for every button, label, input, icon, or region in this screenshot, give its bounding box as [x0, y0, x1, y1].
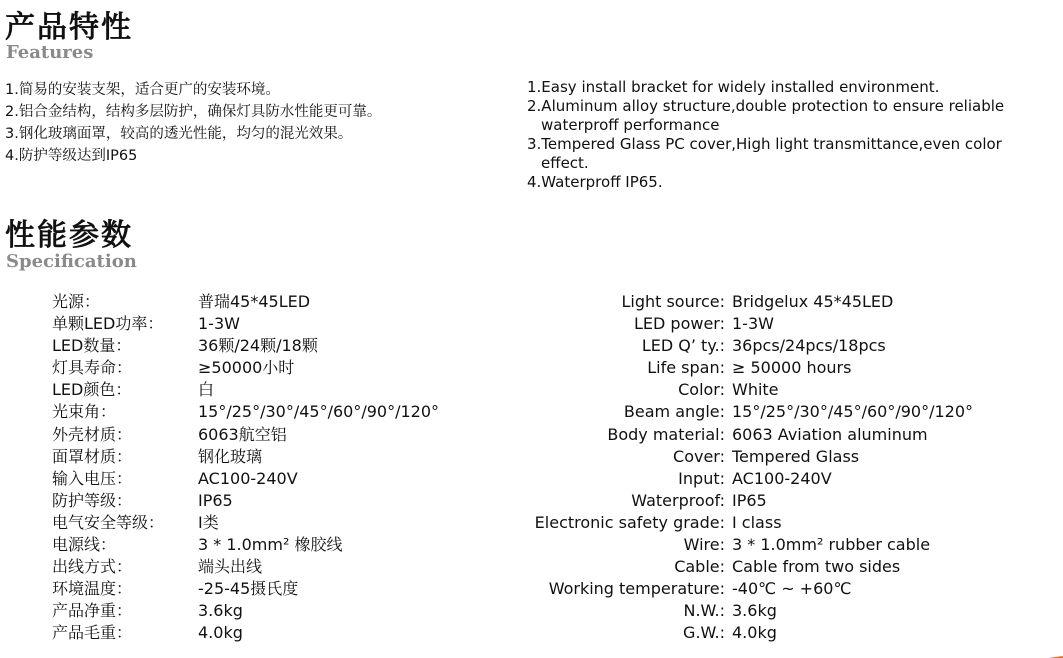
spec-row-cn: [52, 468, 439, 490]
spec-row-cn: [52, 357, 439, 379]
spec-label-en: Wire:: [683, 535, 725, 555]
spec-row-en: [509, 446, 973, 468]
spec-value-cn: AC100-240V: [198, 468, 298, 488]
features-list-cn: [5, 79, 381, 167]
spec-row-en: [509, 313, 973, 335]
spec-value-en: IP65: [732, 490, 767, 510]
feature-item-cn: 1.简易的安装支架，适合更广的安装环境。: [5, 82, 280, 98]
spec-row-en: [509, 534, 973, 556]
feature-item-en: [527, 78, 1004, 97]
spec-row-en: [509, 401, 973, 423]
spec-row-en: [509, 335, 973, 357]
feature-item-en-text: 3.Tempered Glass PC cover,High light transmittance,even color: [527, 135, 1002, 153]
spec-label-cn: 环境温度：: [52, 579, 133, 599]
spec-row-cn: [52, 622, 439, 644]
spec-label-cn: 输入电压：: [52, 468, 133, 488]
corner-accent-stroke: [1021, 652, 1063, 658]
spec-row-en: [509, 468, 973, 490]
spec-row-en: [509, 600, 973, 622]
spec-value-cn: 白: [198, 380, 215, 400]
spec-label-en: Color:: [678, 380, 725, 400]
spec-label-en: Beam angle:: [623, 402, 725, 422]
spec-title-en: Specification: [6, 251, 137, 272]
spec-value-en: 6063 Aviation aluminum: [732, 424, 928, 444]
spec-label-en: G.W.:: [683, 623, 725, 643]
feature-item-cn: 3.钢化玻璃面罩，较高的透光性能，均匀的混光效果。: [5, 126, 353, 142]
spec-label-en: Waterproof:: [631, 490, 725, 510]
feature-item-en-text: 4.Waterproff IP65.: [527, 173, 663, 191]
spec-value-en: Bridgelux 45*45LED: [732, 292, 894, 311]
spec-row-en: [509, 512, 973, 534]
spec-label-cn: 电气安全等级：: [52, 512, 165, 532]
spec-label-en: Input:: [678, 468, 725, 488]
spec-label-en: LED Q’ ty.:: [641, 336, 725, 356]
spec-label-en: Electronic safety grade:: [534, 512, 725, 532]
spec-value-cn: 6063航空铝: [198, 424, 287, 444]
spec-row-cn: [52, 424, 439, 446]
spec-value-cn: Ⅰ类: [198, 512, 219, 532]
spec-label-en: Cable:: [674, 557, 725, 577]
spec-label-cn: 单颗LED功率：: [52, 314, 164, 334]
spec-label-en: Body material:: [607, 424, 725, 444]
spec-label-cn: 外壳材质：: [52, 424, 133, 444]
spec-value-cn: 4.0kg: [198, 623, 243, 643]
spec-label-cn: LED数量：: [52, 336, 132, 356]
spec-row-cn: [52, 291, 439, 313]
spec-value-en: 1-3W: [732, 314, 774, 334]
feature-item-en: [527, 97, 1004, 135]
spec-label-cn: 灯具寿命：: [52, 358, 133, 378]
spec-value-en: 15°/25°/30°/45°/60°/90°/120°: [732, 402, 974, 422]
spec-value-en: -40℃ ~ +60℃: [732, 579, 852, 599]
spec-value-cn: IP65: [198, 490, 233, 510]
spec-value-cn: 3.6kg: [198, 601, 243, 621]
spec-label-en: Working temperature:: [548, 579, 725, 599]
spec-table-cn: [52, 291, 439, 645]
spec-value-cn: -25-45摄氏度: [198, 579, 299, 599]
spec-row-en: [509, 622, 973, 644]
spec-value-cn: 端头出线: [198, 557, 263, 577]
feature-item-en-text: 2.Aluminum alloy structure,double protection to ensure reliable: [527, 97, 1005, 115]
spec-row-cn: [52, 490, 439, 512]
spec-value-cn: 钢化玻璃: [198, 446, 263, 466]
spec-row-cn: [52, 379, 439, 401]
spec-row-en: [509, 291, 973, 313]
feature-item-en: [527, 135, 1004, 173]
spec-value-en: 3 * 1.0mm² rubber cable: [732, 535, 931, 555]
feature-item-en-text: 1.Easy install bracket for widely installed environment.: [527, 78, 940, 96]
feature-item-cn: 2.铝合金结构，结构多层防护，确保灯具防水性能更可靠。: [5, 104, 382, 120]
spec-row-cn: [52, 335, 439, 357]
spec-value-en: Ⅰ class: [732, 512, 782, 532]
spec-label-en: N.W.:: [683, 601, 725, 621]
spec-value-en: AC100-240V: [732, 468, 832, 488]
spec-row-en: [509, 490, 973, 512]
spec-value-cn: 3 * 1.0mm² 橡胶线: [198, 535, 343, 555]
spec-row-cn: [52, 556, 439, 578]
spec-label-cn: 防护等级：: [52, 490, 133, 510]
spec-label-en: Cover:: [673, 446, 725, 466]
spec-label-cn: 面罩材质：: [52, 446, 133, 466]
features-title-en: Features: [6, 42, 94, 63]
spec-value-cn: ≥50000小时: [198, 358, 295, 378]
spec-value-en: 3.6kg: [732, 601, 777, 621]
spec-row-cn: [52, 401, 439, 423]
spec-table-en: [509, 291, 973, 645]
spec-row-en: [509, 379, 973, 401]
spec-label-cn: 光束角：: [52, 402, 117, 422]
spec-value-en: White: [732, 380, 779, 400]
spec-value-en: 36pcs/24pcs/18pcs: [732, 336, 886, 356]
spec-row-cn: [52, 534, 439, 556]
spec-row-cn: [52, 578, 439, 600]
spec-value-cn: 36颗/24颗/18颗: [198, 336, 318, 356]
spec-value-cn: 15°/25°/30°/45°/60°/90°/120°: [198, 402, 440, 422]
spec-value-en: Cable from two sides: [732, 557, 901, 577]
spec-row-cn: [52, 313, 439, 335]
spec-row-en: [509, 578, 973, 600]
spec-row-cn: [52, 512, 439, 534]
spec-value-en: Tempered Glass: [732, 446, 860, 466]
feature-item-en: [527, 173, 1004, 192]
spec-label-cn: LED颜色：: [52, 380, 132, 400]
spec-value-cn: 普瑞45*45LED: [198, 292, 311, 311]
spec-label-en: Life span:: [647, 358, 725, 378]
spec-row-en: [509, 357, 973, 379]
spec-row-en: [509, 424, 973, 446]
spec-label-cn: 产品毛重：: [52, 623, 133, 643]
spec-title-cn: 性能参数: [5, 218, 133, 253]
feature-item-en-continuation: effect.: [541, 154, 589, 172]
feature-item-cn: 4.防护等级达到IP65: [5, 148, 138, 164]
feature-item-en-continuation: waterproff performance: [541, 116, 720, 134]
spec-value-en: 4.0kg: [732, 623, 777, 643]
spec-row-cn: [52, 446, 439, 468]
features-list-en: [527, 78, 1004, 192]
spec-row-cn: [52, 600, 439, 622]
spec-label-cn: 出线方式：: [52, 557, 133, 577]
spec-label-en: Light source:: [621, 292, 725, 311]
spec-label-cn: 产品净重：: [52, 601, 133, 621]
spec-value-en: ≥ 50000 hours: [732, 358, 852, 378]
spec-row-en: [509, 556, 973, 578]
spec-label-en: LED power:: [634, 314, 725, 334]
spec-label-cn: 光源：: [52, 292, 101, 311]
spec-value-cn: 1-3W: [198, 314, 240, 334]
spec-label-cn: 电源线：: [52, 535, 117, 555]
features-title-cn: 产品特性: [5, 10, 133, 45]
